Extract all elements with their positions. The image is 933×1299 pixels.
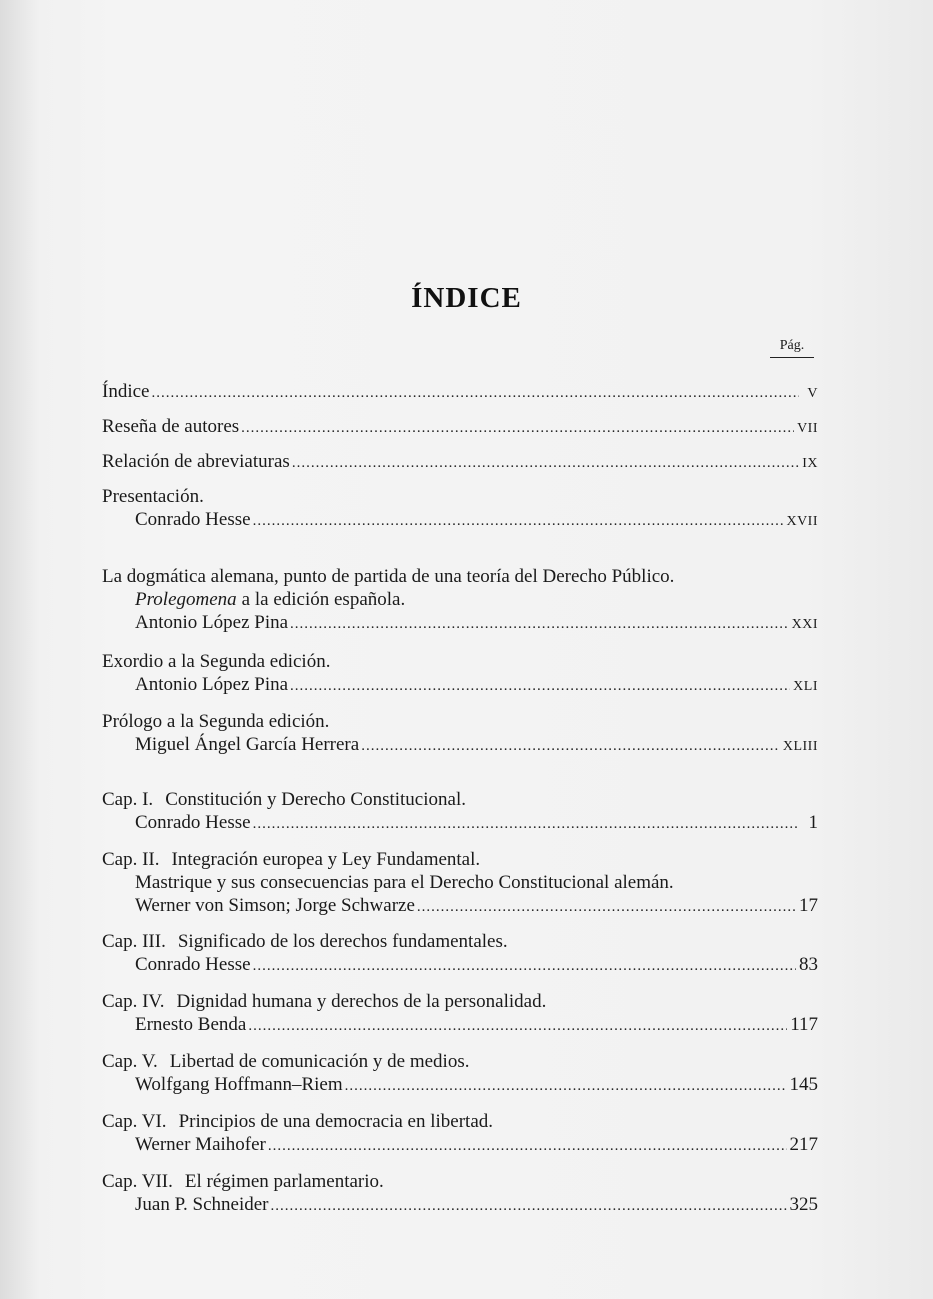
- toc-line: [102, 894, 818, 917]
- toc-entry-title: Libertad de comunicación y de medios.: [169, 1051, 470, 1072]
- toc-entry[interactable]: [102, 1110, 818, 1156]
- dot-leader: [253, 953, 796, 978]
- toc-line: [102, 650, 818, 673]
- toc-entry[interactable]: [102, 415, 818, 438]
- toc-entry-author: Reseña de autores: [102, 416, 240, 437]
- toc-line: [102, 673, 818, 696]
- toc-entry-author: Wolfgang Hoffmann–Riem: [135, 1074, 343, 1095]
- page-title: ÍNDICE: [411, 282, 522, 314]
- toc-entry-title: Significado de los derechos fundamentales.: [177, 931, 508, 952]
- toc-entry-title: Dignidad humana y derechos de la personalidad.: [176, 991, 547, 1012]
- page-number: XVII: [786, 514, 818, 529]
- toc-line: [102, 1170, 818, 1193]
- toc-entry-title: El régimen parlamentario.: [184, 1171, 384, 1192]
- chapter-number: Cap. V.: [102, 1051, 158, 1072]
- toc-line: [102, 788, 818, 811]
- toc-line: [102, 1193, 818, 1216]
- page-number: XXI: [791, 617, 818, 632]
- toc-entry-title: Constitución y Derecho Constitucional.: [165, 789, 466, 810]
- toc-line: [102, 871, 818, 894]
- toc-entry-author: Werner von Simson; Jorge Schwarze: [135, 895, 415, 916]
- dot-leader: [253, 811, 799, 836]
- toc-entry-title: Principios de una democracia en libertad.: [178, 1111, 493, 1132]
- toc-line: [102, 1073, 818, 1096]
- toc-entry-author: Antonio López Pina: [135, 612, 289, 633]
- dot-leader: [241, 415, 794, 440]
- toc-entry[interactable]: [102, 650, 818, 696]
- toc-line: [102, 1110, 818, 1133]
- page-number: 145: [789, 1074, 818, 1095]
- toc-entry-author: Conrado Hesse: [135, 509, 251, 530]
- toc-line: [102, 811, 818, 834]
- toc-italic-text: Prolegomena: [135, 589, 237, 610]
- toc-entry[interactable]: [102, 380, 818, 403]
- toc-entry[interactable]: [102, 450, 818, 473]
- toc-line: [102, 930, 818, 953]
- page-number: 217: [789, 1134, 818, 1155]
- toc-line: [102, 565, 818, 588]
- toc-entry[interactable]: [102, 565, 818, 634]
- page-number: 117: [790, 1014, 818, 1035]
- toc-entry-author: Ernesto Benda: [135, 1014, 247, 1035]
- chapter-number: Cap. II.: [102, 849, 160, 870]
- page-number: XLI: [793, 679, 818, 694]
- toc-entry-author: Antonio López Pina: [135, 674, 289, 695]
- show-through-texture: [520, 95, 525, 117]
- dot-leader: [345, 1073, 787, 1098]
- dot-leader: [417, 894, 796, 919]
- toc-entry[interactable]: [102, 710, 818, 756]
- toc-line: [102, 953, 818, 976]
- toc-line: [102, 848, 818, 871]
- dot-leader: [290, 611, 789, 636]
- toc-line: [102, 588, 818, 611]
- toc-line: [102, 485, 818, 508]
- toc-entry[interactable]: [102, 485, 818, 531]
- toc-entry[interactable]: [102, 930, 818, 976]
- toc-line: [102, 611, 818, 634]
- toc-entry-title: Exordio a la Segunda edición.: [102, 651, 331, 672]
- toc-line: [102, 1133, 818, 1156]
- chapter-number: Cap. VII.: [102, 1171, 173, 1192]
- toc-entry-title: Presentación.: [102, 486, 204, 507]
- chapter-number: Cap. I.: [102, 789, 154, 810]
- toc-entry-author: Conrado Hesse: [135, 954, 251, 975]
- page-number: V: [807, 386, 818, 401]
- toc-entry-title: Mastrique y sus consecuencias para el Derecho Constitucional alemán.: [135, 872, 674, 893]
- dot-leader: [271, 1193, 787, 1218]
- toc-entry-author: Índice: [102, 381, 150, 402]
- toc-entry[interactable]: [102, 990, 818, 1036]
- toc-entry[interactable]: [102, 1050, 818, 1096]
- page-number: 83: [799, 954, 818, 975]
- toc-entry-title: La dogmática alemana, punto de partida de una teoría del Derecho Público.: [102, 566, 675, 587]
- page-number: 17: [799, 895, 818, 916]
- dot-leader: [248, 1013, 787, 1038]
- toc-line: [102, 380, 818, 403]
- toc-line: [102, 1050, 818, 1073]
- toc-entry[interactable]: [102, 848, 818, 917]
- dot-leader: [361, 733, 780, 758]
- toc-entry-author: Juan P. Schneider: [135, 1194, 269, 1215]
- dot-leader: [253, 508, 784, 533]
- page-number: IX: [802, 456, 818, 471]
- toc-line: [102, 508, 818, 531]
- toc-line: [102, 710, 818, 733]
- toc-entry-author: Miguel Ángel García Herrera: [135, 734, 360, 755]
- chapter-number: Cap. VI.: [102, 1111, 167, 1132]
- toc-entry-title: Prólogo a la Segunda edición.: [102, 711, 330, 732]
- dot-leader: [292, 450, 799, 475]
- toc-entry-author: Conrado Hesse: [135, 812, 251, 833]
- page-number: 1: [808, 812, 818, 833]
- page-number: VII: [797, 421, 818, 436]
- toc-entry-title: a la edición española.: [241, 589, 406, 610]
- toc-line: [102, 415, 818, 438]
- chapter-number: Cap. IV.: [102, 991, 165, 1012]
- dot-leader: [151, 380, 799, 405]
- toc-line: [102, 733, 818, 756]
- page-number: 325: [789, 1194, 818, 1215]
- dot-leader: [268, 1133, 787, 1158]
- toc-entry-author: Relación de abreviaturas: [102, 451, 290, 472]
- toc-line: [102, 450, 818, 473]
- dot-leader: [290, 673, 790, 698]
- chapter-number: Cap. III.: [102, 931, 166, 952]
- toc-entry-author: Werner Maihofer: [135, 1134, 266, 1155]
- toc-entry[interactable]: [102, 1170, 818, 1216]
- toc-entry[interactable]: [102, 788, 818, 834]
- page-number: XLIII: [782, 739, 818, 754]
- toc-line: [102, 1013, 818, 1036]
- page-column-header: Pág.: [770, 338, 814, 358]
- toc-entry-title: Integración europea y Ley Fundamental.: [171, 849, 481, 870]
- toc-line: [102, 990, 818, 1013]
